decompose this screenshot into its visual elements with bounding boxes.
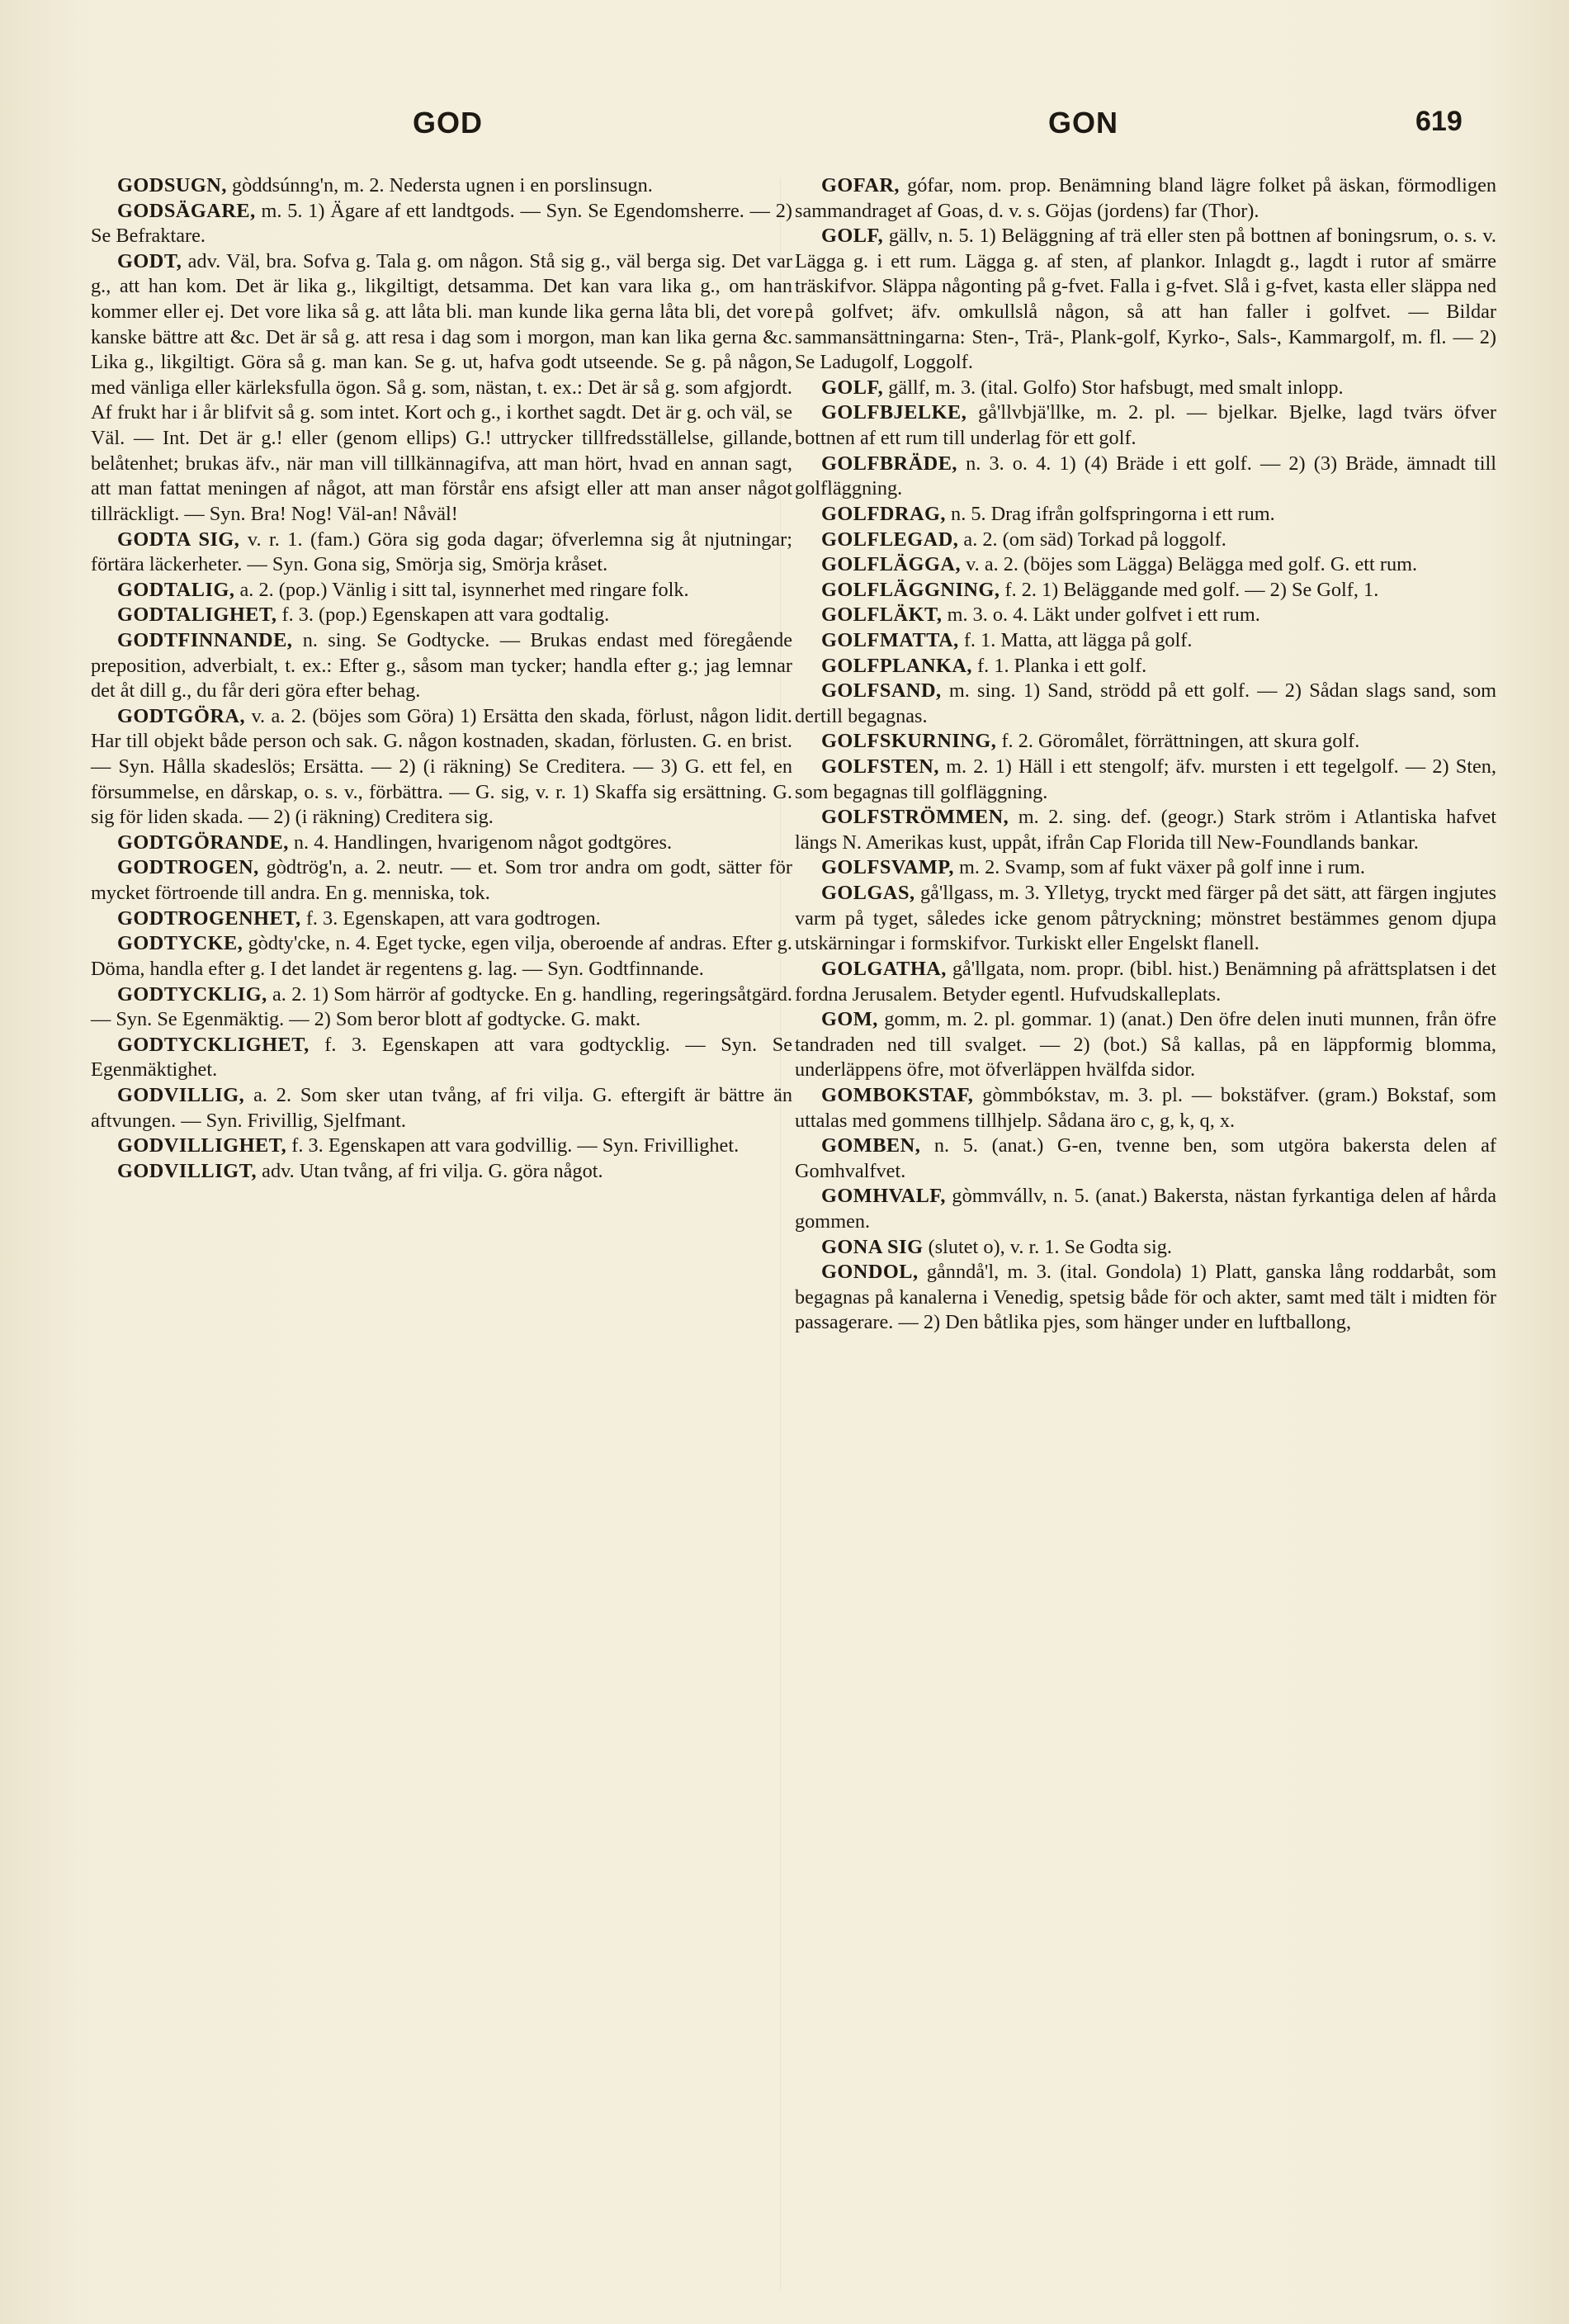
dictionary-entry — [795, 603, 1496, 628]
page-header — [0, 106, 1569, 155]
entry-definition: f. 2. 1) Beläggande med golf. — 2) Se Golf, 1. — [1004, 578, 1379, 601]
entry-definition: m. sing. 1) Sand, strödd på ett golf. — 2) Sådan slags sand, som dertill begagnas. — [795, 679, 1497, 727]
entry-definition: n. 3. o. 4. 1) (4) Bräde i ett golf. — 2) (3) Bräde, ämnadt till golfläggning. — [795, 452, 1497, 500]
entry-headword: GODTYCKE, — [117, 932, 243, 955]
entry-headword: GOMBEN, — [821, 1134, 921, 1157]
dictionary-entry — [795, 1235, 1496, 1261]
dictionary-entry — [795, 173, 1496, 224]
entry-definition: gòdtrög'n, a. 2. neutr. — et. Som tror andra om godt, sätter för mycket förtroende till andra. En g. menniska, tok. — [91, 856, 792, 905]
entry-definition: adv. Väl, bra. Sofva g. Tala g. om någon. Stå sig g., väl berga sig. Det var g., att han kom. Det är lika g., likgiltigt, detsamma. Det kan vara lika g., om han kommer eller ej. Det vore lika så g. att låta bli. man kunde lika gerna låta bli, det vore kanske bättre att &c. Det är så g. att resa i dag som i morgon, man kan lika gerna &c. Lika g., likgiltigt. Göra så g. man kan. Se g. ut, hafva godt utseende. Se g. på någon, med vänliga eller kärleksfulla ögon. Så g. som, nästan, t. ex.: Det är så g. som afgjordt. Af frukt har i år blifvit så g. som intet. Kort och g., i korthet sagdt. Det är g. och väl, se Väl. — Int. Det är g.! eller (genom ellips) G.! uttrycker tillfredsställelse, gillande, belåtenhet; brukas äfv., när man vill tillkännagifva, att man hört, hvad en annan sagt, att man fattat meningen af något, att man förstår ens afsigt eller att man anser något tillräckligt. — Syn. Bra! Nog! Väl-an! Nåväl! — [91, 249, 792, 525]
entry-definition: m. 2. Svamp, som af fukt växer på golf inne i rum. — [959, 856, 1365, 879]
entry-headword: GODTGÖRA, — [117, 704, 246, 727]
entry-definition: m. 2. sing. def. (geogr.) Stark ström i Atlantiska hafvet längs N. Amerikas kust, uppåt, ifrån Cap Florida till New-Foundlands bankar. — [795, 806, 1497, 854]
entry-headword: GOMHVALF, — [821, 1185, 946, 1208]
entry-definition: gófar, nom. prop. Benämning bland lägre folket på äskan, förmodligen sammandraget af Goas, d. v. s. Göjas (jordens) far (Thor). — [795, 174, 1496, 222]
dictionary-entry — [795, 855, 1496, 881]
dictionary-entry — [91, 628, 792, 704]
entry-headword: GODTA SIG, — [117, 528, 240, 551]
entry-headword: GODSÄGARE, — [117, 199, 256, 222]
entry-headword: GOLFSAND, — [821, 679, 942, 703]
entry-definition: f. 3. Egenskapen, att vara godtrogen. — [305, 906, 601, 930]
entry-headword: GOLGAS, — [821, 882, 915, 905]
dictionary-entry — [91, 855, 792, 906]
left-column — [91, 173, 792, 1184]
entry-headword: GODVILLIGT, — [117, 1159, 258, 1182]
dictionary-entry — [795, 1184, 1496, 1234]
left-guide-word: GOD — [413, 106, 484, 140]
entry-headword: GOFAR, — [821, 174, 900, 196]
entry-headword: GODTYCKLIGHET, — [117, 1033, 310, 1056]
dictionary-entry — [795, 552, 1496, 578]
dictionary-entry — [795, 578, 1496, 603]
entry-definition: gå'llgass, m. 3. Ylletyg, tryckt med färger på det sätt, att färgen ingjutes varm på tyget, således icke genom påtryckning; mönstret bestämmes genom djupa utskärningar i formskifvor. Turkiskt eller Engelskt flanell. — [795, 882, 1496, 955]
dictionary-entry — [795, 729, 1496, 755]
entry-headword: GODTYCKLIG, — [117, 982, 267, 1006]
dictionary-entry — [795, 1083, 1496, 1134]
dictionary-entry — [795, 881, 1496, 957]
entry-headword: GODTALIGHET, — [117, 603, 277, 627]
entry-definition: n. sing. Se Godtycke. — Brukas endast med föregående preposition, adverbialt, t. ex.: Efter g., såsom man tycker; handla efter g.; jag lemnar det åt dill g., du får deri göra efter behag. — [91, 628, 792, 703]
dictionary-entry — [795, 805, 1496, 855]
entry-definition: gånndå'l, m. 3. (ital. Gondola) 1) Platt, ganska lång roddarbåt, som begagnas på kanalerna i Venedig, spetsig både för och akter, samt med tält i midten för passagerare. — 2) Den båtlika pjes, som hänger under en luftballong, — [795, 1261, 1496, 1334]
entry-headword: GOLGATHA, — [821, 957, 947, 980]
entry-definition: gòdty'cke, n. 4. Eget tycke, egen vilja, oberoende af andras. Efter g. Döma, handla efter g. I det landet är regentens g. lag. — Syn. Godtfinnande. — [91, 932, 792, 980]
dictionary-entry — [795, 1134, 1496, 1184]
entry-headword: GOLFBRÄDE, — [821, 452, 957, 475]
entry-definition: gå'llvbjä'llke, m. 2. pl. — bjelkar. Bjelke, lagd tvärs öfver bottnen af ett rum till underlag för ett golf. — [795, 401, 1496, 450]
dictionary-entry — [91, 1159, 792, 1185]
entry-headword: GOLFLÄGGA, — [821, 553, 962, 576]
page-number: 619 — [1415, 106, 1463, 137]
entry-definition: a. 2. (pop.) Vänlig i sitt tal, isynnerhet med ringare folk. — [239, 578, 689, 601]
entry-headword: GOLFBJELKE, — [821, 401, 967, 424]
dictionary-entry — [795, 224, 1496, 376]
entry-definition: v. a. 2. (böjes som Göra) 1) Ersätta den skada, förlust, någon lidit. Har till objekt både person och sak. G. någon kostnaden, skadan, förlusten. G. en brist. — Syn. Hålla skadeslös; Ersätta. — 2) (i räkning) Se Creditera. — 3) G. ett fel, en försummelse, en dårskap, o. s. v., förbättra. — G. sig, v. r. 1) Skaffa sig ersättning. G. sig för liden skada. — 2) (i räkning) Creditera sig. — [91, 704, 792, 829]
entry-definition: v. r. 1. (fam.) Göra sig goda dagar; öfverlemna sig åt njutningar; förtära läckerheter. — Syn. Gona sig, Smörja sig, Smörja kråset. — [91, 528, 793, 576]
dictionary-entry — [795, 1260, 1496, 1336]
entry-definition: gomm, m. 2. pl. gommar. 1) (anat.) Den öfre delen inuti munnen, från öfre tandraden ned till svalget. — 2) (bot.) Så kallas, på en läppformig blomma, underläppens öfre, mot öfverläppen hvälfda sidor. — [795, 1008, 1497, 1082]
entry-headword: GODTROGEN, — [117, 856, 259, 879]
entry-headword: GOLFSVAMP, — [821, 856, 954, 879]
entry-definition: a. 2. Som sker utan tvång, af fri vilja. G. eftergift är bättre än aftvungen. — Syn. Frivillig, Sjelfmant. — [91, 1083, 792, 1132]
entry-definition: gå'llgata, nom. propr. (bibl. hist.) Benämning på afrättsplatsen i det fordna Jerusalem. Betyder egentl. Hufvudskalleplats. — [795, 957, 1496, 1006]
dictionary-entry — [91, 906, 792, 932]
entry-headword: GOLFLÄGGNING, — [821, 578, 1000, 601]
entry-definition: m. 2. 1) Häll i ett stengolf; äfv. mursten i ett tegelgolf. — 2) Sten, som begagnas till golfläggning. — [795, 755, 1497, 803]
entry-definition: n. 5. (anat.) G-en, tvenne ben, som utgöra bakersta delen af Gomhvalfvet. — [795, 1134, 1496, 1182]
entry-headword: GOLFDRAG, — [821, 502, 946, 525]
entry-headword: GONDOL, — [821, 1261, 919, 1284]
entry-definition: f. 1. Matta, att lägga på golf. — [963, 628, 1193, 651]
entry-definition: f. 3. (pop.) Egenskapen att vara godtalig. — [281, 603, 610, 627]
dictionary-entry — [91, 704, 792, 831]
dictionary-entry — [795, 452, 1496, 502]
dictionary-entry — [795, 502, 1496, 528]
dictionary-entry — [795, 628, 1496, 654]
entry-definition: gòmmvállv, n. 5. (anat.) Bakersta, nästan fyrkantiga delen af hårda gommen. — [795, 1185, 1497, 1233]
dictionary-entry — [91, 831, 792, 856]
entry-definition: n. 4. Handlingen, hvarigenom något godtgöres. — [293, 831, 673, 854]
entry-headword: GOLFSKURNING, — [821, 730, 997, 753]
entry-headword: GODTGÖRANDE, — [117, 831, 289, 854]
entry-headword: GODT, — [117, 249, 182, 272]
entry-headword: GOMBOKSTAF, — [821, 1083, 974, 1106]
dictionary-entry — [91, 199, 792, 249]
entry-definition: v. a. 2. (böjes som Lägga) Belägga med golf. G. ett rum. — [966, 553, 1418, 576]
dictionary-entry — [91, 1033, 792, 1083]
entry-headword: GODTFINNANDE, — [117, 628, 293, 651]
dictionary-entry — [795, 400, 1496, 451]
right-column — [795, 173, 1496, 1336]
dictionary-entry — [91, 249, 792, 528]
entry-definition: adv. Utan tvång, af fri vilja. G. göra något. — [262, 1159, 603, 1182]
dictionary-entry — [91, 1134, 792, 1159]
dictionary-entry — [795, 1007, 1496, 1083]
entry-headword: GOLF, — [821, 376, 884, 399]
dictionary-entry — [91, 173, 792, 199]
entry-definition: f. 1. Planka i ett golf. — [977, 654, 1147, 677]
entry-headword: GODVILLIG, — [117, 1083, 245, 1106]
dictionary-entry — [91, 603, 792, 628]
entry-headword: GODTALIG, — [117, 578, 235, 601]
dictionary-entry — [795, 654, 1496, 679]
entry-definition: gòmmbókstav, m. 3. pl. — bokstäfver. (gram.) Bokstaf, som uttalas med gommens tillhjelp. Sådana äro c, g, k, q, x. — [795, 1083, 1497, 1132]
dictionary-entry — [795, 376, 1496, 401]
entry-definition: m. 5. 1) Ägare af ett landtgods. — Syn. Se Egendomsherre. — 2) Se Befraktare. — [91, 199, 792, 248]
dictionary-entry — [91, 982, 792, 1033]
entry-headword: GOLFSTEN, — [821, 755, 939, 779]
entry-definition: a. 2. (om säd) Torkad på loggolf. — [963, 528, 1226, 551]
entry-definition: f. 2. Göromålet, förrättningen, att skura golf. — [1001, 730, 1360, 753]
entry-definition: gällv, n. 5. 1) Beläggning af trä eller sten på bottnen af boningsrum, o. s. v. Lägga g. i ett rum. Lägga g. af sten, af plankor. Inlagdt g., lagdt i rutor af smärre träskifvor. Släppa någonting på g-fvet. Falla i g-fvet. Slå i g-fvet, kasta eller släppa ned på golfvet; äfv. omkullslå någon, så att han faller i golfvet. — Bildar sammansättningarna: Sten-, Trä-, Plank-golf, Kyrko-, Sals-, Kammargolf, m. fl. — 2) Se Ladugolf, Loggolf. — [795, 225, 1496, 374]
column-divider — [780, 177, 781, 2291]
entry-definition: f. 3. Egenskapen att vara godvillig. — Syn. Frivillighet. — [291, 1134, 740, 1157]
entry-headword: GODSUGN, — [117, 174, 227, 196]
entry-headword: GOLFMATTA, — [821, 628, 959, 651]
entry-definition: m. 3. o. 4. Läkt under golfvet i ett rum. — [947, 603, 1260, 627]
entry-definition: gällf, m. 3. (ital. Golfo) Stor hafsbugt, med smalt inlopp. — [888, 376, 1344, 399]
entry-headword: GOLFSTRÖMMEN, — [821, 806, 1009, 829]
entry-headword: GONA SIG — [821, 1235, 924, 1258]
entry-definition: a. 2. 1) Som härrör af godtycke. En g. handling, regeringsåtgärd. — Syn. Se Egenmäktig. — 2) Som beror blott af godtycke. G. makt. — [91, 982, 792, 1031]
dictionary-entry — [91, 931, 792, 982]
dictionary-entry — [91, 1083, 792, 1134]
entry-headword: GOLF, — [821, 225, 884, 248]
dictionary-entry — [795, 957, 1496, 1007]
entry-definition: f. 3. Egenskapen att vara godtycklig. — Syn. Se Egenmäktighet. — [91, 1033, 792, 1082]
dictionary-entry — [795, 679, 1496, 729]
entry-definition: (slutet o), v. r. 1. Se Godta sig. — [928, 1235, 1172, 1258]
entry-definition: n. 5. Drag ifrån golfspringorna i ett rum. — [951, 502, 1275, 525]
entry-headword: GOLFPLANKA, — [821, 654, 973, 677]
right-guide-word: GON — [1048, 106, 1119, 140]
entry-headword: GODVILLIGHET, — [117, 1134, 287, 1157]
entry-definition: gòddsúnng'n, m. 2. Nedersta ugnen i en porslinsugn. — [232, 174, 653, 196]
entry-headword: GODTROGENHET, — [117, 906, 301, 930]
dictionary-entry — [91, 528, 792, 578]
dictionary-entry — [795, 755, 1496, 805]
entry-headword: GOM, — [821, 1008, 878, 1031]
dictionary-entry — [91, 578, 792, 603]
dictionary-entry — [795, 528, 1496, 553]
entry-headword: GOLFLEGAD, — [821, 528, 959, 551]
entry-headword: GOLFLÄKT, — [821, 603, 943, 627]
